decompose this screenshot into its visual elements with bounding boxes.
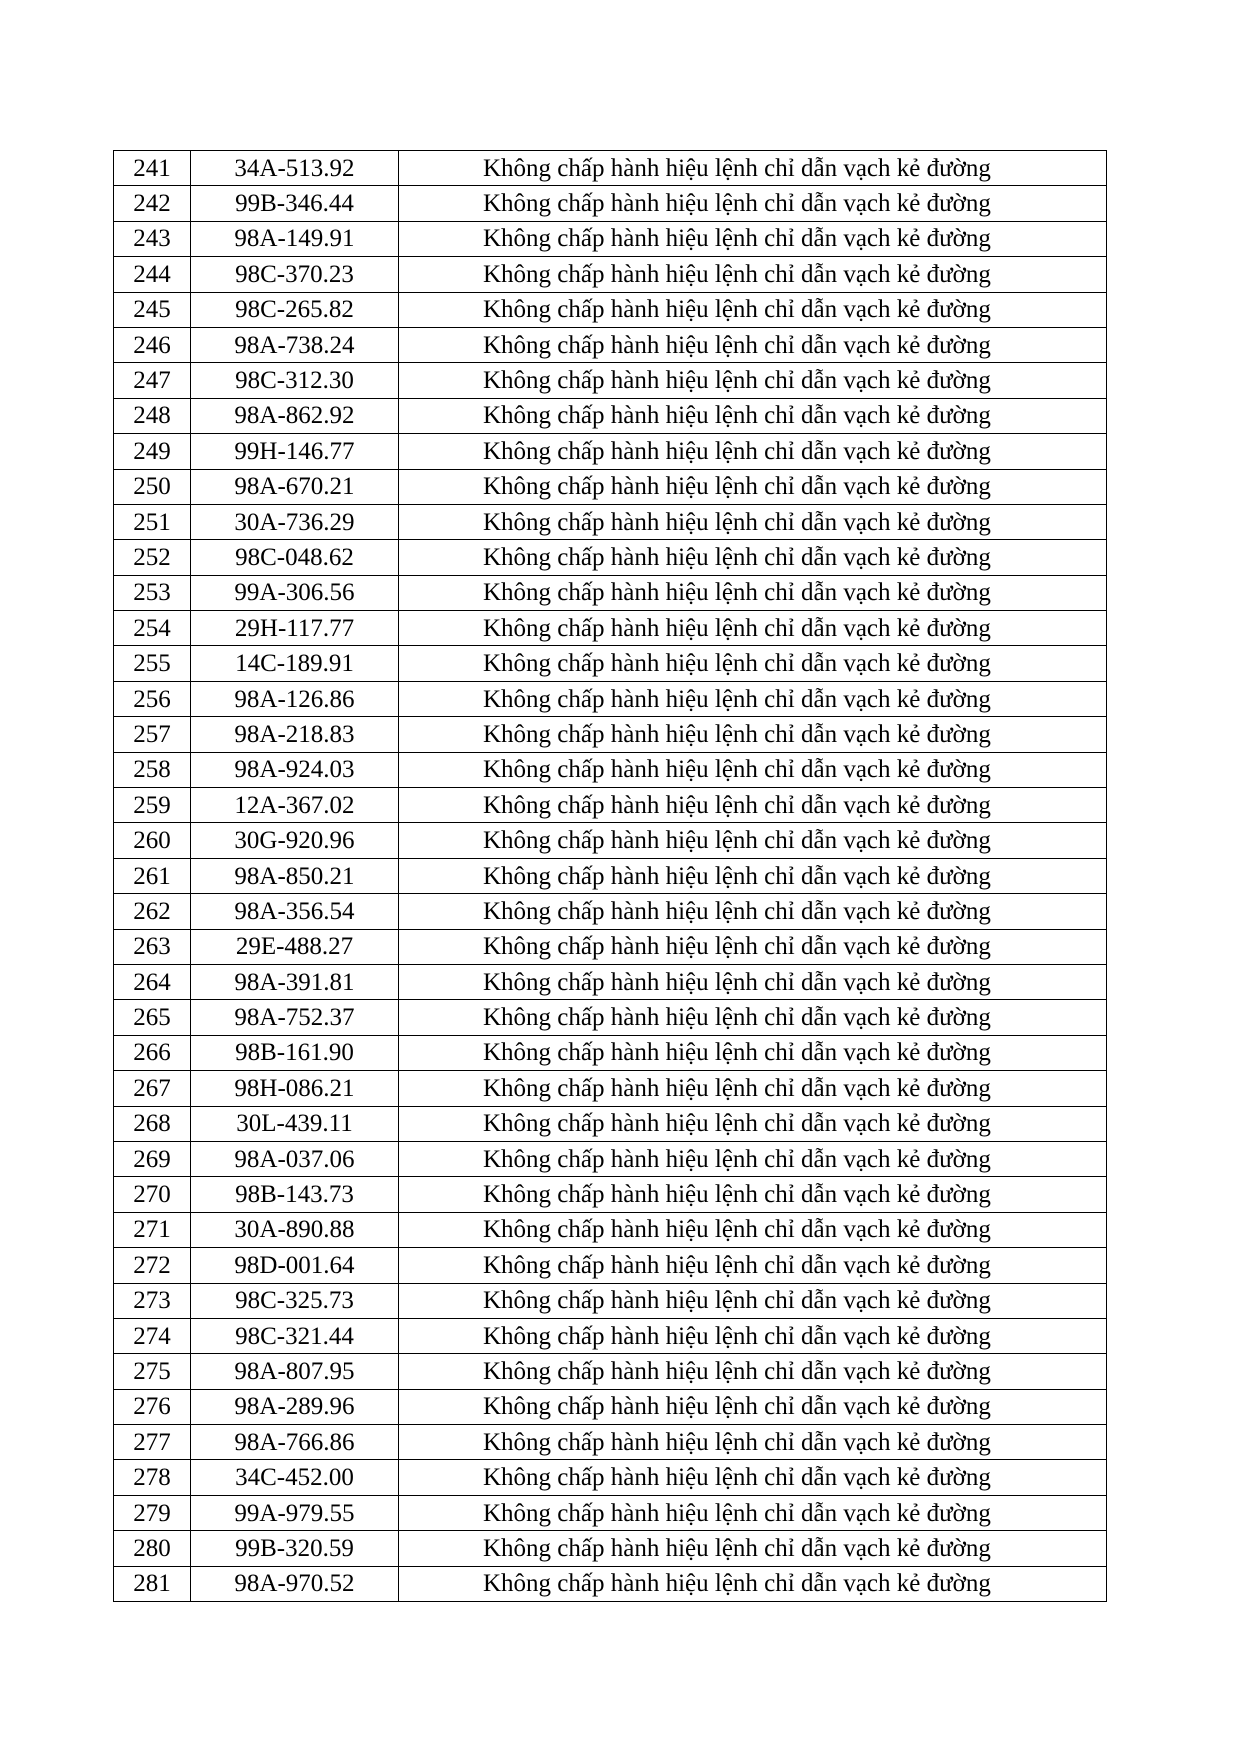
- license-plate-cell: 98A-970.52: [191, 1566, 399, 1601]
- license-plate-cell: 30A-890.88: [191, 1212, 399, 1247]
- row-number-cell: 251: [114, 504, 191, 539]
- license-plate-cell: 98C-048.62: [191, 540, 399, 575]
- table-row: [114, 752, 1107, 787]
- row-number-cell: 267: [114, 1071, 191, 1106]
- license-plate-cell: 98A-752.37: [191, 1000, 399, 1035]
- table-row: [114, 858, 1107, 893]
- table-row: [114, 1035, 1107, 1070]
- table-row: [114, 1248, 1107, 1283]
- violation-cell: Không chấp hành hiệu lệnh chỉ dẫn vạch kẻ đường: [399, 681, 1107, 716]
- violation-cell: Không chấp hành hiệu lệnh chỉ dẫn vạch kẻ đường: [399, 823, 1107, 858]
- license-plate-cell: 98A-218.83: [191, 717, 399, 752]
- violation-cell: Không chấp hành hiệu lệnh chỉ dẫn vạch kẻ đường: [399, 1531, 1107, 1566]
- violation-cell: Không chấp hành hiệu lệnh chỉ dẫn vạch kẻ đường: [399, 929, 1107, 964]
- violation-cell: Không chấp hành hiệu lệnh chỉ dẫn vạch kẻ đường: [399, 1141, 1107, 1176]
- row-number-cell: 260: [114, 823, 191, 858]
- license-plate-cell: 98A-738.24: [191, 327, 399, 362]
- row-number-cell: 254: [114, 611, 191, 646]
- license-plate-cell: 99H-146.77: [191, 434, 399, 469]
- row-number-cell: 242: [114, 186, 191, 221]
- row-number-cell: 253: [114, 575, 191, 610]
- table-row: [114, 1495, 1107, 1530]
- license-plate-cell: 98A-924.03: [191, 752, 399, 787]
- table-row: [114, 1283, 1107, 1318]
- table-row: [114, 681, 1107, 716]
- violation-cell: Không chấp hành hiệu lệnh chỉ dẫn vạch kẻ đường: [399, 327, 1107, 362]
- row-number-cell: 268: [114, 1106, 191, 1141]
- violation-cell: Không chấp hành hiệu lệnh chỉ dẫn vạch kẻ đường: [399, 1425, 1107, 1460]
- row-number-cell: 273: [114, 1283, 191, 1318]
- license-plate-cell: 99B-320.59: [191, 1531, 399, 1566]
- row-number-cell: 261: [114, 858, 191, 893]
- row-number-cell: 255: [114, 646, 191, 681]
- violation-cell: Không chấp hành hiệu lệnh chỉ dẫn vạch kẻ đường: [399, 469, 1107, 504]
- violation-cell: Không chấp hành hiệu lệnh chỉ dẫn vạch kẻ đường: [399, 1460, 1107, 1495]
- row-number-cell: 259: [114, 788, 191, 823]
- violation-cell: Không chấp hành hiệu lệnh chỉ dẫn vạch kẻ đường: [399, 1000, 1107, 1035]
- table-row: [114, 1318, 1107, 1353]
- table-row: [114, 1354, 1107, 1389]
- table-row: [114, 1425, 1107, 1460]
- violation-cell: Không chấp hành hiệu lệnh chỉ dẫn vạch kẻ đường: [399, 504, 1107, 539]
- violation-cell: Không chấp hành hiệu lệnh chỉ dẫn vạch kẻ đường: [399, 257, 1107, 292]
- table-row: [114, 964, 1107, 999]
- violation-cell: Không chấp hành hiệu lệnh chỉ dẫn vạch kẻ đường: [399, 1495, 1107, 1530]
- license-plate-cell: 98A-850.21: [191, 858, 399, 893]
- table-row: [114, 1106, 1107, 1141]
- license-plate-cell: 98A-391.81: [191, 964, 399, 999]
- row-number-cell: 248: [114, 398, 191, 433]
- violation-cell: Không chấp hành hiệu lệnh chỉ dẫn vạch kẻ đường: [399, 1389, 1107, 1424]
- license-plate-cell: 98C-325.73: [191, 1283, 399, 1318]
- row-number-cell: 277: [114, 1425, 191, 1460]
- license-plate-cell: 30G-920.96: [191, 823, 399, 858]
- violation-cell: Không chấp hành hiệu lệnh chỉ dẫn vạch kẻ đường: [399, 1318, 1107, 1353]
- row-number-cell: 262: [114, 894, 191, 929]
- row-number-cell: 252: [114, 540, 191, 575]
- license-plate-cell: 98A-766.86: [191, 1425, 399, 1460]
- violation-cell: Không chấp hành hiệu lệnh chỉ dẫn vạch kẻ đường: [399, 434, 1107, 469]
- table-row: [114, 151, 1107, 186]
- license-plate-cell: 30L-439.11: [191, 1106, 399, 1141]
- table-row: [114, 1071, 1107, 1106]
- violation-cell: Không chấp hành hiệu lệnh chỉ dẫn vạch kẻ đường: [399, 1354, 1107, 1389]
- license-plate-cell: 30A-736.29: [191, 504, 399, 539]
- license-plate-cell: 99A-979.55: [191, 1495, 399, 1530]
- violation-cell: Không chấp hành hiệu lệnh chỉ dẫn vạch kẻ đường: [399, 363, 1107, 398]
- violation-cell: Không chấp hành hiệu lệnh chỉ dẫn vạch kẻ đường: [399, 186, 1107, 221]
- row-number-cell: 241: [114, 151, 191, 186]
- table-row: [114, 1460, 1107, 1495]
- license-plate-cell: 98A-807.95: [191, 1354, 399, 1389]
- license-plate-cell: 98B-161.90: [191, 1035, 399, 1070]
- violation-cell: Không chấp hành hiệu lệnh chỉ dẫn vạch kẻ đường: [399, 1283, 1107, 1318]
- table-row: [114, 929, 1107, 964]
- row-number-cell: 256: [114, 681, 191, 716]
- table-row: [114, 1177, 1107, 1212]
- row-number-cell: 245: [114, 292, 191, 327]
- row-number-cell: 280: [114, 1531, 191, 1566]
- row-number-cell: 275: [114, 1354, 191, 1389]
- license-plate-cell: 98C-321.44: [191, 1318, 399, 1353]
- license-plate-cell: 34A-513.92: [191, 151, 399, 186]
- license-plate-cell: 98A-356.54: [191, 894, 399, 929]
- license-plate-cell: 98A-126.86: [191, 681, 399, 716]
- license-plate-cell: 98C-265.82: [191, 292, 399, 327]
- violation-cell: Không chấp hành hiệu lệnh chỉ dẫn vạch kẻ đường: [399, 646, 1107, 681]
- license-plate-cell: 98A-037.06: [191, 1141, 399, 1176]
- table-row: [114, 434, 1107, 469]
- row-number-cell: 247: [114, 363, 191, 398]
- table-row: [114, 823, 1107, 858]
- row-number-cell: 270: [114, 1177, 191, 1212]
- row-number-cell: 265: [114, 1000, 191, 1035]
- violation-cell: Không chấp hành hiệu lệnh chỉ dẫn vạch kẻ đường: [399, 752, 1107, 787]
- row-number-cell: 266: [114, 1035, 191, 1070]
- violation-cell: Không chấp hành hiệu lệnh chỉ dẫn vạch kẻ đường: [399, 151, 1107, 186]
- violations-table-body: [114, 151, 1107, 1602]
- row-number-cell: 244: [114, 257, 191, 292]
- row-number-cell: 281: [114, 1566, 191, 1601]
- table-row: [114, 1389, 1107, 1424]
- row-number-cell: 279: [114, 1495, 191, 1530]
- license-plate-cell: 98A-670.21: [191, 469, 399, 504]
- row-number-cell: 269: [114, 1141, 191, 1176]
- license-plate-cell: 98B-143.73: [191, 1177, 399, 1212]
- violation-cell: Không chấp hành hiệu lệnh chỉ dẫn vạch kẻ đường: [399, 575, 1107, 610]
- violation-cell: Không chấp hành hiệu lệnh chỉ dẫn vạch kẻ đường: [399, 1566, 1107, 1601]
- table-row: [114, 469, 1107, 504]
- row-number-cell: 264: [114, 964, 191, 999]
- table-row: [114, 504, 1107, 539]
- table-row: [114, 540, 1107, 575]
- violation-cell: Không chấp hành hiệu lệnh chỉ dẫn vạch kẻ đường: [399, 221, 1107, 256]
- row-number-cell: 249: [114, 434, 191, 469]
- violation-cell: Không chấp hành hiệu lệnh chỉ dẫn vạch kẻ đường: [399, 964, 1107, 999]
- table-row: [114, 1212, 1107, 1247]
- table-row: [114, 327, 1107, 362]
- table-row: [114, 717, 1107, 752]
- violation-cell: Không chấp hành hiệu lệnh chỉ dẫn vạch kẻ đường: [399, 1177, 1107, 1212]
- table-row: [114, 1531, 1107, 1566]
- violation-cell: Không chấp hành hiệu lệnh chỉ dẫn vạch kẻ đường: [399, 611, 1107, 646]
- table-row: [114, 186, 1107, 221]
- license-plate-cell: 12A-367.02: [191, 788, 399, 823]
- table-row: [114, 1000, 1107, 1035]
- violation-cell: Không chấp hành hiệu lệnh chỉ dẫn vạch kẻ đường: [399, 540, 1107, 575]
- violation-cell: Không chấp hành hiệu lệnh chỉ dẫn vạch kẻ đường: [399, 292, 1107, 327]
- row-number-cell: 278: [114, 1460, 191, 1495]
- table-row: [114, 575, 1107, 610]
- license-plate-cell: 98C-312.30: [191, 363, 399, 398]
- table-row: [114, 292, 1107, 327]
- license-plate-cell: 98A-149.91: [191, 221, 399, 256]
- license-plate-cell: 98A-289.96: [191, 1389, 399, 1424]
- license-plate-cell: 98D-001.64: [191, 1248, 399, 1283]
- violation-cell: Không chấp hành hiệu lệnh chỉ dẫn vạch kẻ đường: [399, 1106, 1107, 1141]
- license-plate-cell: 34C-452.00: [191, 1460, 399, 1495]
- table-row: [114, 221, 1107, 256]
- table-row: [114, 788, 1107, 823]
- row-number-cell: 274: [114, 1318, 191, 1353]
- row-number-cell: 263: [114, 929, 191, 964]
- violation-cell: Không chấp hành hiệu lệnh chỉ dẫn vạch kẻ đường: [399, 1248, 1107, 1283]
- table-row: [114, 894, 1107, 929]
- row-number-cell: 258: [114, 752, 191, 787]
- table-row: [114, 611, 1107, 646]
- violation-cell: Không chấp hành hiệu lệnh chỉ dẫn vạch kẻ đường: [399, 858, 1107, 893]
- violation-cell: Không chấp hành hiệu lệnh chỉ dẫn vạch kẻ đường: [399, 1212, 1107, 1247]
- table-row: [114, 646, 1107, 681]
- row-number-cell: 246: [114, 327, 191, 362]
- violation-cell: Không chấp hành hiệu lệnh chỉ dẫn vạch kẻ đường: [399, 894, 1107, 929]
- violations-table: [113, 150, 1107, 1602]
- row-number-cell: 243: [114, 221, 191, 256]
- license-plate-cell: 98C-370.23: [191, 257, 399, 292]
- row-number-cell: 276: [114, 1389, 191, 1424]
- violation-cell: Không chấp hành hiệu lệnh chỉ dẫn vạch kẻ đường: [399, 788, 1107, 823]
- table-row: [114, 398, 1107, 433]
- row-number-cell: 271: [114, 1212, 191, 1247]
- table-row: [114, 257, 1107, 292]
- license-plate-cell: 14C-189.91: [191, 646, 399, 681]
- row-number-cell: 257: [114, 717, 191, 752]
- table-row: [114, 1141, 1107, 1176]
- row-number-cell: 272: [114, 1248, 191, 1283]
- table-row: [114, 363, 1107, 398]
- table-row: [114, 1566, 1107, 1601]
- license-plate-cell: 29H-117.77: [191, 611, 399, 646]
- row-number-cell: 250: [114, 469, 191, 504]
- license-plate-cell: 29E-488.27: [191, 929, 399, 964]
- license-plate-cell: 98A-862.92: [191, 398, 399, 433]
- license-plate-cell: 99B-346.44: [191, 186, 399, 221]
- violation-cell: Không chấp hành hiệu lệnh chỉ dẫn vạch kẻ đường: [399, 717, 1107, 752]
- violation-cell: Không chấp hành hiệu lệnh chỉ dẫn vạch kẻ đường: [399, 1035, 1107, 1070]
- violation-cell: Không chấp hành hiệu lệnh chỉ dẫn vạch kẻ đường: [399, 1071, 1107, 1106]
- license-plate-cell: 98H-086.21: [191, 1071, 399, 1106]
- license-plate-cell: 99A-306.56: [191, 575, 399, 610]
- violation-cell: Không chấp hành hiệu lệnh chỉ dẫn vạch kẻ đường: [399, 398, 1107, 433]
